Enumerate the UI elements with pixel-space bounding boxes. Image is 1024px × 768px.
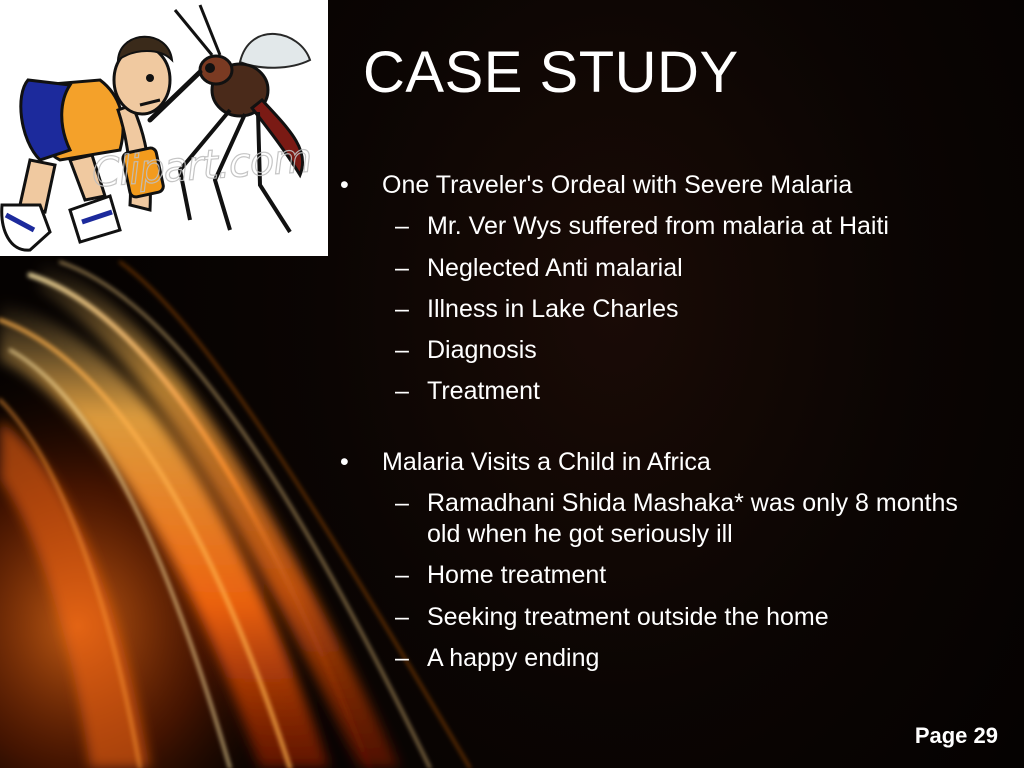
spacer — [340, 408, 990, 447]
sub-bullet-text: Illness in Lake Charles — [427, 294, 679, 323]
dash-icon: – — [395, 643, 409, 672]
bullet-text: One Traveler's Ordeal with Severe Malaria — [382, 171, 853, 199]
dash-icon: – — [395, 602, 409, 631]
dash-icon: – — [395, 336, 409, 364]
sub-bullet-item — [340, 376, 990, 407]
sub-bullet-item — [340, 335, 990, 366]
bullet-icon: • — [340, 171, 349, 199]
bullet-item — [340, 170, 990, 201]
sub-bullet-text: Seeking treatment outside the home — [427, 602, 829, 631]
dash-icon: – — [395, 377, 409, 406]
sub-bullet-text: Mr. Ver Wys suffered from malaria at Haiti — [427, 212, 889, 241]
sub-bullet-item — [340, 253, 990, 284]
sub-bullet-text: Treatment — [427, 377, 541, 406]
dash-icon: – — [395, 212, 409, 241]
sub-bullet-text: Neglected Anti malarial — [427, 253, 683, 282]
page-number: Page 29 — [914, 723, 998, 748]
dash-icon: – — [395, 488, 409, 517]
sub-bullet-item — [340, 294, 990, 325]
bullet-list — [340, 170, 990, 674]
sub-bullet-text: Diagnosis — [427, 336, 537, 364]
dash-icon: – — [395, 561, 409, 590]
slide-title: CASE STUDY — [363, 40, 739, 105]
bullet-text: Malaria Visits a Child in Africa — [382, 447, 711, 476]
sub-bullet-text: A happy ending — [427, 643, 600, 672]
man-and-mosquito-icon — [0, 0, 328, 256]
sub-bullet-item — [340, 488, 990, 551]
sub-bullet-item — [340, 560, 990, 591]
clipart-watermark: Clipart.com — [90, 135, 313, 197]
dash-icon: – — [395, 294, 409, 323]
sub-bullet-text: Home treatment — [427, 561, 607, 590]
sub-bullet-item — [340, 643, 990, 674]
sub-bullet-item — [340, 211, 990, 242]
sub-bullet-item — [340, 602, 990, 633]
bullet-icon: • — [340, 447, 349, 476]
dash-icon: – — [395, 253, 409, 282]
sub-bullet-text: Ramadhani Shida Mashaka* was only 8 months old when he got seriously ill — [427, 488, 958, 548]
bullet-item — [340, 447, 990, 478]
man-and-mosquito-clipart — [0, 0, 328, 256]
